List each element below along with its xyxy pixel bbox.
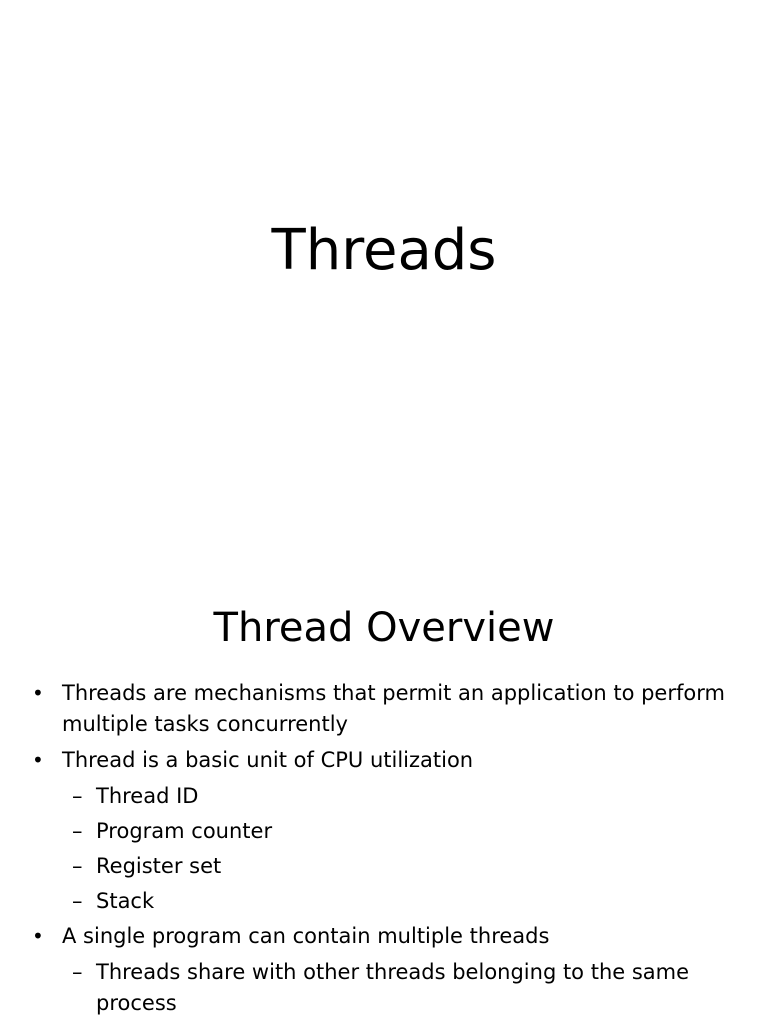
dash-marker: – <box>72 960 83 984</box>
sub-bullet-item <box>30 816 730 847</box>
sub-bullet-item <box>30 781 730 812</box>
bullet-item <box>30 921 730 952</box>
dash-marker: – <box>72 784 83 808</box>
dash-marker: – <box>72 819 83 843</box>
bullet-text: Threads are mechanisms that permit an application to perform multiple tasks concurrently <box>62 681 725 736</box>
bullet-text: A single program can contain multiple threads <box>62 924 550 948</box>
bullet-item <box>30 678 730 740</box>
dash-marker: – <box>72 889 83 913</box>
sub-bullet-item <box>30 886 730 917</box>
sub-bullet-item <box>30 851 730 882</box>
sub-bullet-item <box>30 957 730 1019</box>
slide-title: Thread Overview <box>213 605 555 651</box>
bullet-list <box>30 678 730 1023</box>
bullet-item <box>30 745 730 776</box>
dash-marker: – <box>72 854 83 878</box>
sub-bullet-text: Program counter <box>96 819 273 843</box>
bullet-marker: • <box>32 681 44 705</box>
bullet-marker: • <box>32 748 44 772</box>
bullet-marker: • <box>32 924 44 948</box>
sub-bullet-text: Stack <box>96 889 155 913</box>
bullet-text: Thread is a basic unit of CPU utilization <box>62 748 474 772</box>
sub-bullet-text: Thread ID <box>96 784 199 808</box>
slide-title: Threads <box>271 218 497 283</box>
sub-bullet-text: Threads share with other threads belonging to the same process <box>96 960 690 1015</box>
content-slide <box>0 576 768 1024</box>
sub-bullet-text: Register set <box>96 854 222 878</box>
